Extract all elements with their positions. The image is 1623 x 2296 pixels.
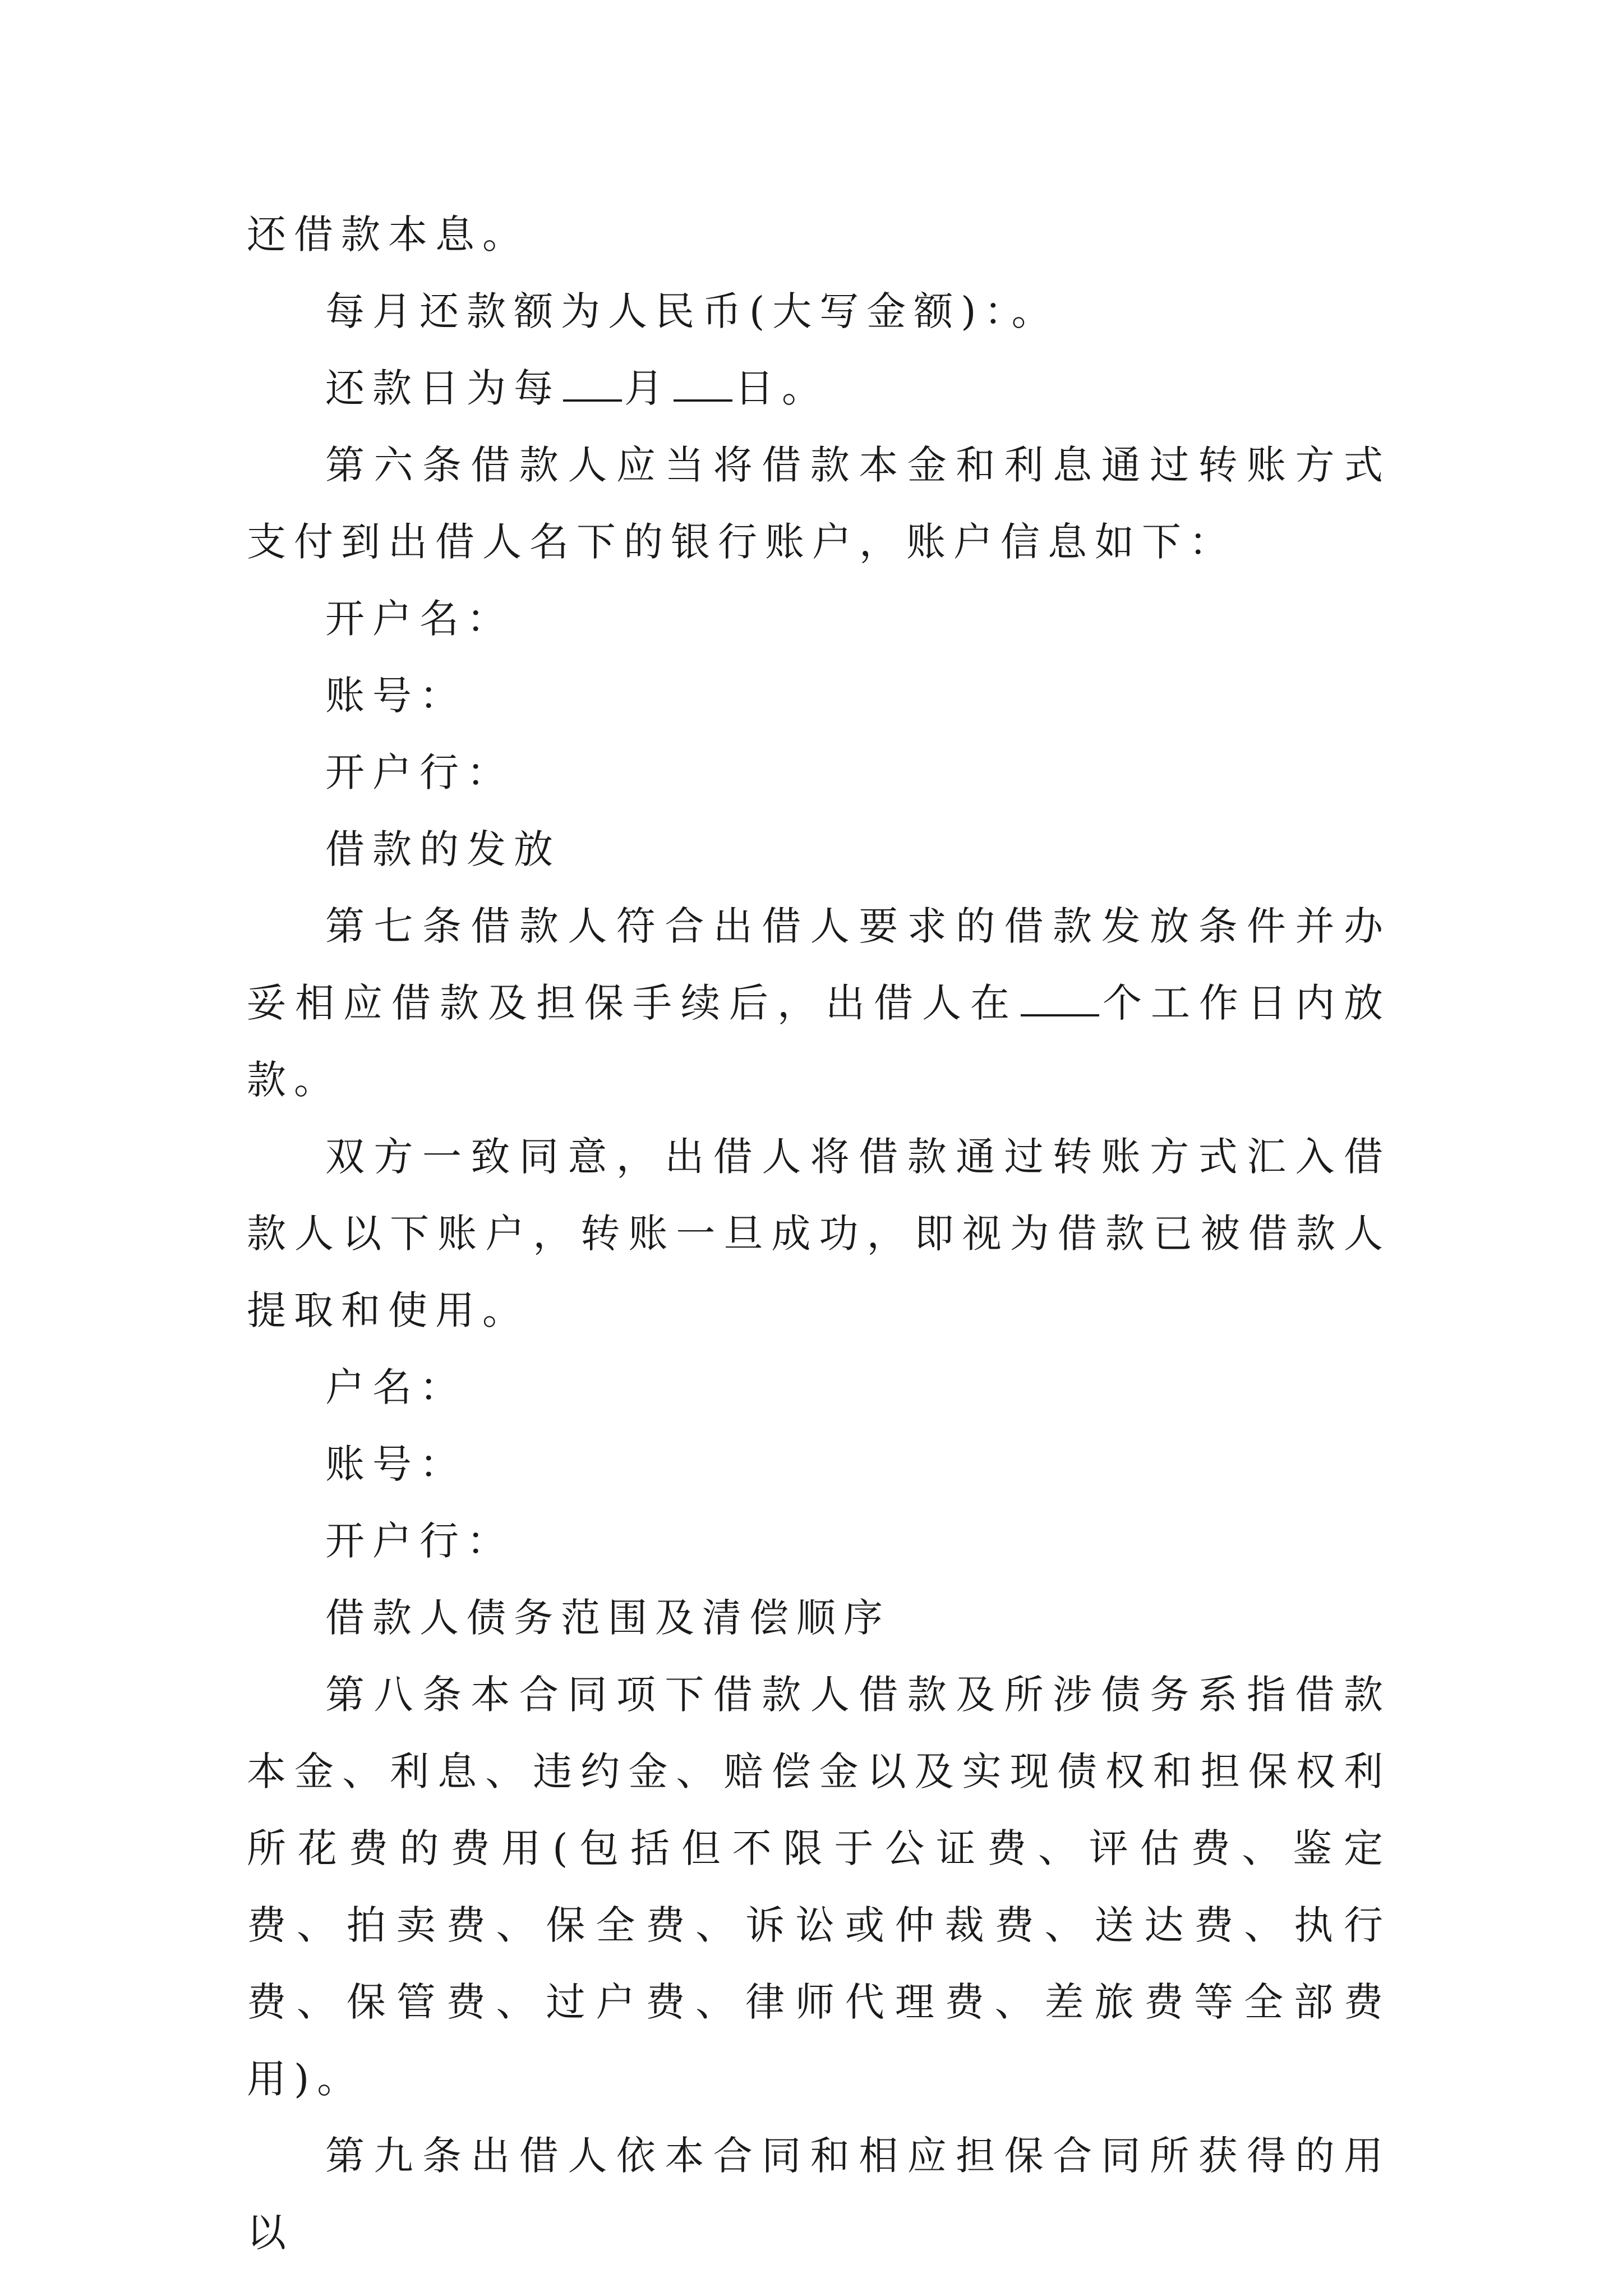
paragraph-repayment-day	[247, 350, 1391, 427]
contract-body	[247, 196, 1391, 2271]
paragraph-borrower-account-name: 户名：	[325, 1364, 467, 1410]
paragraph-article-7	[247, 888, 1391, 1119]
paragraph-opening-bank: 开户行：	[325, 749, 514, 795]
paragraph-transfer-agreement: 双方一致同意，出借人将借款通过转账方式汇入借款人以下账户，转账一旦成功，即视为借款已被借款人提取和使用。	[247, 1134, 1391, 1333]
paragraph-monthly-amount: 每月还款额为人民币(大写金额)：。	[325, 288, 1059, 334]
paragraph-repay-principal-interest: 还借款本息。	[247, 211, 529, 257]
repayment-day-text-c: 日。	[735, 365, 829, 411]
paragraph-account-number: 账号：	[325, 673, 467, 719]
article-7-text-a: 第七条借款人符合出借人要求的借款发放条件并办妥相应借款及担保手续后，出借人在	[247, 903, 1391, 1026]
paragraph-borrower-account-number: 账号：	[325, 1441, 467, 1487]
paragraph-account-name: 开户名：	[325, 596, 514, 642]
paragraph-article-8: 第八条本合同项下借款人借款及所涉债务系指借款本金、利息、违约金、赔偿金以及实现债权和担保权利所花费的费用(包括但不限于公证费、评估费、鉴定费、拍卖费、保全费、诉讼或仲裁费、送达费、执行费、保管费、过户费、律师代理费、差旅费等全部费用)。	[247, 1672, 1391, 2102]
paragraph-article-6: 第六条借款人应当将借款本金和利息通过转账方式支付到出借人名下的银行账户，账户信息如下：	[247, 442, 1391, 565]
paragraph-borrower-opening-bank: 开户行：	[325, 1518, 514, 1564]
section-heading-debt-scope: 借款人债务范围及清偿顺序	[325, 1595, 891, 1641]
day-blank	[674, 366, 732, 402]
section-heading-loan-disbursement: 借款的发放	[325, 826, 561, 872]
repayment-day-text-b: 月	[624, 365, 671, 411]
workdays-blank	[1021, 981, 1099, 1016]
repayment-day-text-a: 还款日为每	[325, 365, 561, 411]
article-7-text-b: 个工作日内放款。	[247, 980, 1391, 1103]
month-blank	[563, 366, 622, 402]
paragraph-article-9: 第九条出借人依本合同和相应担保合同所获得的用以	[247, 2133, 1391, 2256]
